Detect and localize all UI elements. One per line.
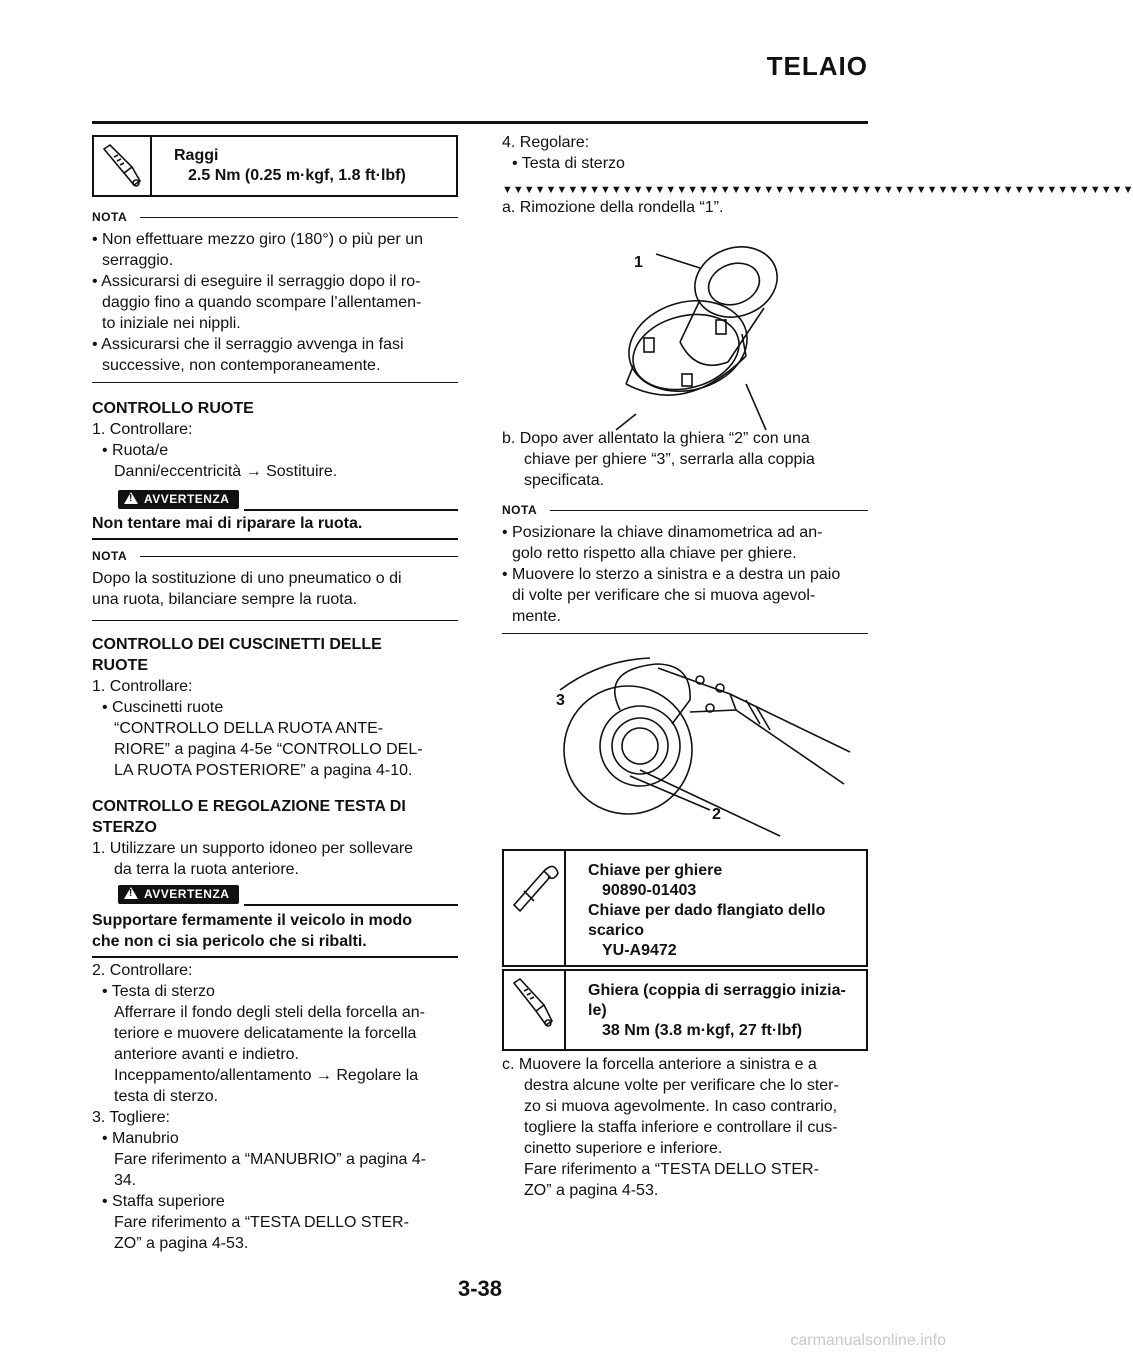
step-line: ZO” a pagina 4-53.	[524, 1182, 659, 1199]
step-line: Fare riferimento a “TESTA DELLO STER-	[114, 1214, 409, 1231]
nota-rule	[550, 510, 868, 511]
warning-rule	[244, 904, 458, 906]
nota-end-rule	[502, 633, 868, 634]
step-line: teriore e muovere delicatamente la forcella	[114, 1025, 417, 1042]
torque-wrench-icon	[504, 971, 566, 1049]
step-line: b. Dopo aver allentato la ghiera “2” con una	[502, 430, 810, 447]
warning2-text-block	[92, 910, 412, 952]
step-c-block	[502, 1054, 839, 1201]
torque-spec-line: 38 Nm (3.8 m·kgf, 27 ft·lbf)	[602, 1022, 803, 1039]
step-line: Fare riferimento a “TESTA DELLO STER-	[524, 1161, 819, 1178]
tool-spec-line: YU-A9472	[602, 942, 677, 959]
section-heading: STERZO	[92, 819, 157, 836]
step-line: testa di sterzo.	[114, 1088, 219, 1105]
nota1-line: • Non effettuare mezzo giro (180°) o più per un	[92, 231, 423, 248]
nota-label: NOTA	[92, 210, 128, 224]
warning-icon: !	[124, 492, 138, 504]
torque-spec-line: le)	[588, 1002, 607, 1019]
step-line: 1. Utilizzare un supporto idoneo per sollevare	[92, 840, 414, 857]
warning-icon: !	[124, 887, 138, 899]
warning-rule	[244, 509, 458, 511]
warning-end-rule	[92, 956, 458, 958]
page-number: 3-38	[457, 1276, 503, 1301]
section-cuscinetti	[92, 634, 423, 781]
section-heading: RUOTE	[92, 657, 148, 674]
step-line: • Testa di sterzo	[512, 155, 625, 172]
torque-spec-line: Ghiera (coppia di serraggio inizia-	[588, 982, 846, 999]
nota3-line: • Posizionare la chiave dinamometrica ad an-	[502, 524, 823, 541]
watermark[interactable]: carmanualsonline.info	[790, 1332, 946, 1349]
step-b-block	[502, 428, 815, 491]
nota1-line: daggio fino a quando scompare l’allentamen-	[102, 294, 422, 311]
steps-2-3	[92, 960, 426, 1254]
step-line: anteriore avanti e indietro.	[114, 1046, 299, 1063]
tool-spec-line: Chiave per ghiere	[588, 862, 723, 879]
figure-ring-nut-wrench	[560, 650, 860, 840]
nota3-body	[502, 522, 840, 627]
step-a-block	[502, 197, 723, 218]
step-line: chiave per ghiere “3”, serrarla alla coppia	[524, 451, 815, 468]
nota3-line: • Muovere lo sterzo a sinistra e a destra un paio	[502, 566, 841, 583]
nota2-line: Dopo la sostituzione di uno pneumatico o di	[92, 570, 402, 587]
figure-steering-head	[596, 234, 796, 430]
header-rule	[92, 121, 868, 124]
step-line: destra alcune volte per verificare che lo ster-	[524, 1077, 839, 1094]
torque-wrench-icon	[94, 137, 152, 195]
nota-label: NOTA	[92, 549, 128, 563]
figure-callout-3: 3	[556, 692, 565, 709]
nota2-line: una ruota, bilanciare sempre la ruota.	[92, 591, 358, 608]
step-line: 1. Controllare:	[92, 421, 193, 438]
nota2-body	[92, 568, 402, 610]
figure-callout-1: 1	[634, 254, 643, 271]
step-line: ZO” a pagina 4-53.	[114, 1235, 249, 1252]
step-line: Danni/eccentricità → Sostituire.	[114, 463, 338, 480]
nota1-line: successive, non contemporaneamente.	[102, 357, 381, 374]
nota-end-rule	[92, 620, 458, 621]
warning-end-rule	[92, 538, 458, 540]
step-line: • Staffa superiore	[102, 1193, 225, 1210]
nota-rule	[140, 217, 458, 218]
nota-rule	[140, 556, 458, 557]
section-controllo-ruote	[92, 398, 337, 482]
step-line: RIORE” a pagina 4-5e “CONTROLLO DEL-	[114, 741, 423, 758]
warning-text: che non ci sia pericolo che si ribalti.	[92, 933, 367, 950]
nota3-line: mente.	[512, 608, 561, 625]
step-line: c. Muovere la forcella anteriore a sinistra e a	[502, 1056, 817, 1073]
tool-spec-box	[502, 849, 868, 967]
step-line: Inceppamento/allentamento → Regolare la	[114, 1067, 419, 1084]
nota-label: NOTA	[502, 503, 538, 517]
nota1-line: • Assicurarsi che il serraggio avvenga in fasi	[92, 336, 404, 353]
step-line: 2. Controllare:	[92, 962, 193, 979]
tool-spec-line: 90890-01403	[602, 882, 697, 899]
step-line: 3. Togliere:	[92, 1109, 170, 1126]
step-line: togliere la staffa inferiore e controllare il cus-	[524, 1119, 838, 1136]
warning-label: AVVERTENZA	[144, 887, 230, 901]
step-line: “CONTROLLO DELLA RUOTA ANTE-	[114, 720, 384, 737]
torque-spec-box	[502, 969, 868, 1051]
nota3-line: di volte per verificare che si muova agevol-	[512, 587, 816, 604]
step-line: • Testa di sterzo	[102, 983, 215, 1000]
raggi-spec-title: Raggi	[174, 147, 219, 164]
nota1-body	[92, 229, 423, 376]
nota1-line: to iniziale nei nippli.	[102, 315, 241, 332]
step-line: 1. Controllare:	[92, 678, 193, 695]
section-sterzo	[92, 796, 413, 880]
warning-text: Non tentare mai di riparare la ruota.	[92, 515, 363, 532]
warning1-text-block	[92, 513, 362, 534]
warning-label: AVVERTENZA	[144, 492, 230, 506]
step-line: 4. Regolare:	[502, 134, 590, 151]
step-line: Fare riferimento a “MANUBRIO” a pagina 4-	[114, 1151, 427, 1168]
nota1-line: serraggio.	[102, 252, 174, 269]
warning-badge	[118, 885, 239, 904]
step-line: 34.	[114, 1172, 137, 1189]
step-line: Afferrare il fondo degli steli della forcella an-	[114, 1004, 425, 1021]
step-line: da terra la ruota anteriore.	[114, 861, 299, 878]
step-line: • Ruota/e	[102, 442, 169, 459]
tool-spec-line: scarico	[588, 922, 645, 939]
nota1-line: • Assicurarsi di eseguire il serraggio dopo il ro-	[92, 273, 421, 290]
section-heading: CONTROLLO RUOTE	[92, 400, 254, 417]
triangle-separator: ▼▼▼▼▼▼▼▼▼▼▼▼▼▼▼▼▼▼▼▼▼▼▼▼▼▼▼▼▼▼▼▼▼▼▼▼▼▼▼▼▼▼▼▼▼▼▼▼▼▼▼▼▼▼▼▼▼▼	[502, 184, 1133, 196]
section-heading: CONTROLLO E REGOLAZIONE TESTA DI	[92, 798, 406, 815]
nota-end-rule	[92, 382, 458, 383]
raggi-spec-value: 2.5 Nm (0.25 m·kgf, 1.8 ft·lbf)	[188, 167, 406, 184]
step-line: • Cuscinetti ruote	[102, 699, 224, 716]
warning-badge	[118, 490, 239, 509]
section-heading: CONTROLLO DEI CUSCINETTI DELLE	[92, 636, 382, 653]
step-line: LA RUOTA POSTERIORE” a pagina 4-10.	[114, 762, 413, 779]
step-line: • Manubrio	[102, 1130, 179, 1147]
step4-block	[502, 132, 625, 174]
raggi-spec-box	[92, 135, 458, 197]
ring-wrench-icon	[504, 851, 566, 965]
tool-spec-line: Chiave per dado flangiato dello	[588, 902, 826, 919]
step-line: specificata.	[524, 472, 605, 489]
step-line: a. Rimozione della rondella “1”.	[502, 199, 724, 216]
page-title: TELAIO	[766, 51, 868, 81]
nota3-line: golo retto rispetto alla chiave per ghiere.	[512, 545, 797, 562]
warning-text: Supportare fermamente il veicolo in modo	[92, 912, 413, 929]
step-line: cinetto superiore e inferiore.	[524, 1140, 723, 1157]
step-line: zo si muova agevolmente. In caso contrario,	[524, 1098, 838, 1115]
figure-callout-2: 2	[712, 806, 721, 823]
